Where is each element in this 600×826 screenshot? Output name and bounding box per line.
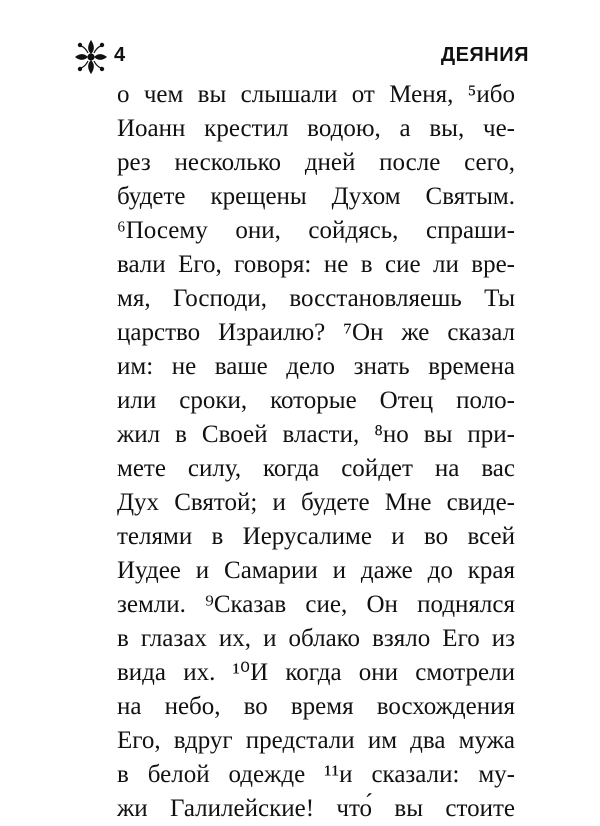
text-line: в белой одежде ¹¹и сказали: му- [117, 761, 515, 788]
text-line: жи Галилейские! что́ вы стоите [117, 795, 515, 822]
text-line: вида их. ¹⁰И когда они смотрели [117, 659, 515, 686]
text-line: вали Его, говоря: не в сие ли вре- [117, 251, 515, 278]
floral-ornament-icon [74, 38, 108, 76]
page-number: 4 [114, 44, 126, 66]
text-line: рез несколько дней после сего, [117, 149, 515, 176]
text-line: или сроки, которые Отец поло- [117, 387, 515, 414]
text-line: ⁶Посему они, сойдясь, спраши- [117, 217, 515, 244]
text-line: о чем вы слышали от Меня, ⁵ибо [117, 81, 515, 108]
text-line: жил в Своей власти, ⁸но вы при- [117, 421, 515, 448]
text-line: будете крещены Духом Святым. [117, 183, 515, 210]
running-title: ДЕЯНИЯ [440, 44, 529, 66]
text-line: земли. ⁹Сказав сие, Он поднялся [117, 591, 515, 618]
text-line: Иоанн крестил водою, а вы, че- [117, 115, 515, 142]
page-header [74, 38, 529, 78]
text-line: им: не ваше дело знать времена [117, 353, 515, 380]
text-line: Иудее и Самарии и даже до края [117, 557, 515, 584]
scripture-text [117, 78, 515, 826]
text-line: царство Израилю? ⁷Он же сказал [117, 319, 515, 346]
text-line: телями в Иерусалиме и во всей [117, 523, 515, 550]
text-line: на небо, во время восхождения [117, 693, 515, 720]
text-line: Его, вдруг предстали им два мужа [117, 727, 515, 754]
text-line: в глазах их, и облако взяло Его из [117, 625, 515, 652]
text-line: мя, Господи, восстановляешь Ты [117, 285, 515, 312]
text-line: мете силу, когда сойдет на вас [117, 455, 515, 482]
text-line: Дух Святой; и будете Мне свиде- [117, 489, 515, 516]
